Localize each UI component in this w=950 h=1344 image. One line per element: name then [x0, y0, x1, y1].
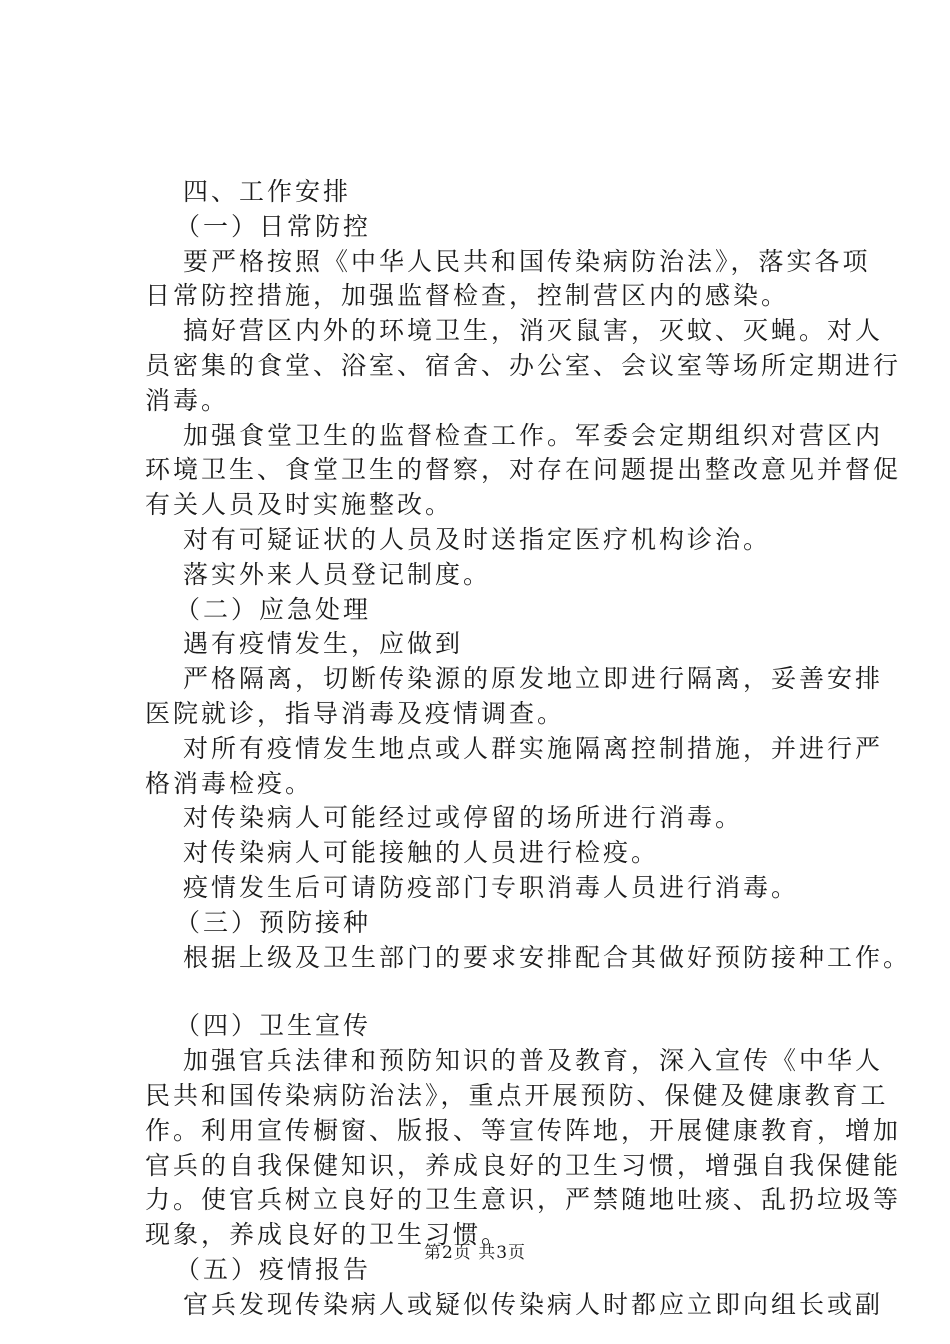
page-number-footer: 第2页 共3页 [423, 1243, 527, 1263]
paragraph-line: 疫情发生后可请防疫部门专职消毒人员进行消毒。 [183, 872, 800, 902]
paragraph-line: 消毒。 [145, 385, 230, 415]
subsection-heading-4: （四）卫生宣传 [175, 1011, 372, 1041]
paragraph-line: 有关人员及时实施整改。 [145, 490, 454, 520]
paragraph-line: 遇有疫情发生，应做到 [183, 629, 464, 659]
subsection-heading-2: （二）应急处理 [175, 594, 372, 624]
paragraph-line: 作。利用宣传橱窗、版报、等宣传阵地，开展健康教育，增加 [145, 1115, 902, 1145]
subsection-heading-1: （一）日常防控 [175, 211, 372, 241]
paragraph-line: 加强官兵法律和预防知识的普及教育，深入宣传《中华人 [183, 1046, 884, 1076]
paragraph-line: 官兵发现传染病人或疑似传染病人时都应立即向组长或副 [183, 1289, 884, 1319]
paragraph-line: 要严格按照《中华人民共和国传染病防治法》，落实各项 [183, 246, 871, 276]
paragraph-line: 医院就诊，指导消毒及疫情调查。 [145, 698, 566, 728]
paragraph-line: 力。使官兵树立良好的卫生意识，严禁随地吐痰、乱扔垃圾等 [145, 1185, 902, 1215]
document-body [145, 175, 912, 1323]
subsection-heading-3: （三）预防接种 [175, 907, 372, 937]
paragraph-line: 格消毒检疫。 [145, 768, 314, 798]
paragraph-line: 严格隔离，切断传染源的原发地立即进行隔离，妥善安排 [183, 664, 884, 694]
paragraph-line: 员密集的食堂、浴室、宿舍、办公室、会议室等场所定期进行 [145, 350, 902, 380]
paragraph-line: 对传染病人可能接触的人员进行检疫。 [183, 838, 660, 868]
paragraph-line: 现象，养成良好的卫生习惯。 [145, 1220, 510, 1250]
paragraph-line: 日常防控措施，加强监督检查，控制营区内的感染。 [145, 281, 790, 311]
paragraph-line: 对有可疑证状的人员及时送指定医疗机构诊治。 [183, 524, 772, 554]
paragraph-line: 官兵的自我保健知识，养成良好的卫生习惯，增强自我保健能 [145, 1150, 902, 1180]
paragraph-line: 对所有疫情发生地点或人群实施隔离控制措施，并进行严 [183, 733, 884, 763]
paragraph-line: 落实外来人员登记制度。 [183, 559, 492, 589]
paragraph-line: 环境卫生、食堂卫生的督察，对存在问题提出整改意见并督促 [145, 455, 902, 485]
paragraph-line: 加强食堂卫生的监督检查工作。军委会定期组织对营区内 [183, 420, 884, 450]
paragraph-line: 民共和国传染病防治法》，重点开展预防、保健及健康教育工 [145, 1080, 889, 1110]
paragraph-line: 对传染病人可能经过或停留的场所进行消毒。 [183, 803, 744, 833]
paragraph-line: 根据上级及卫生部门的要求安排配合其做好预防接种工作。 [183, 942, 912, 972]
section-heading-4: 四、工作安排 [183, 177, 352, 206]
blank-line [145, 975, 845, 1009]
paragraph-line: 搞好营区内外的环境卫生，消灭鼠害，灭蚊、灭蝇。对人 [183, 316, 884, 346]
subsection-heading-5: （五）疫情报告 [175, 1254, 372, 1284]
